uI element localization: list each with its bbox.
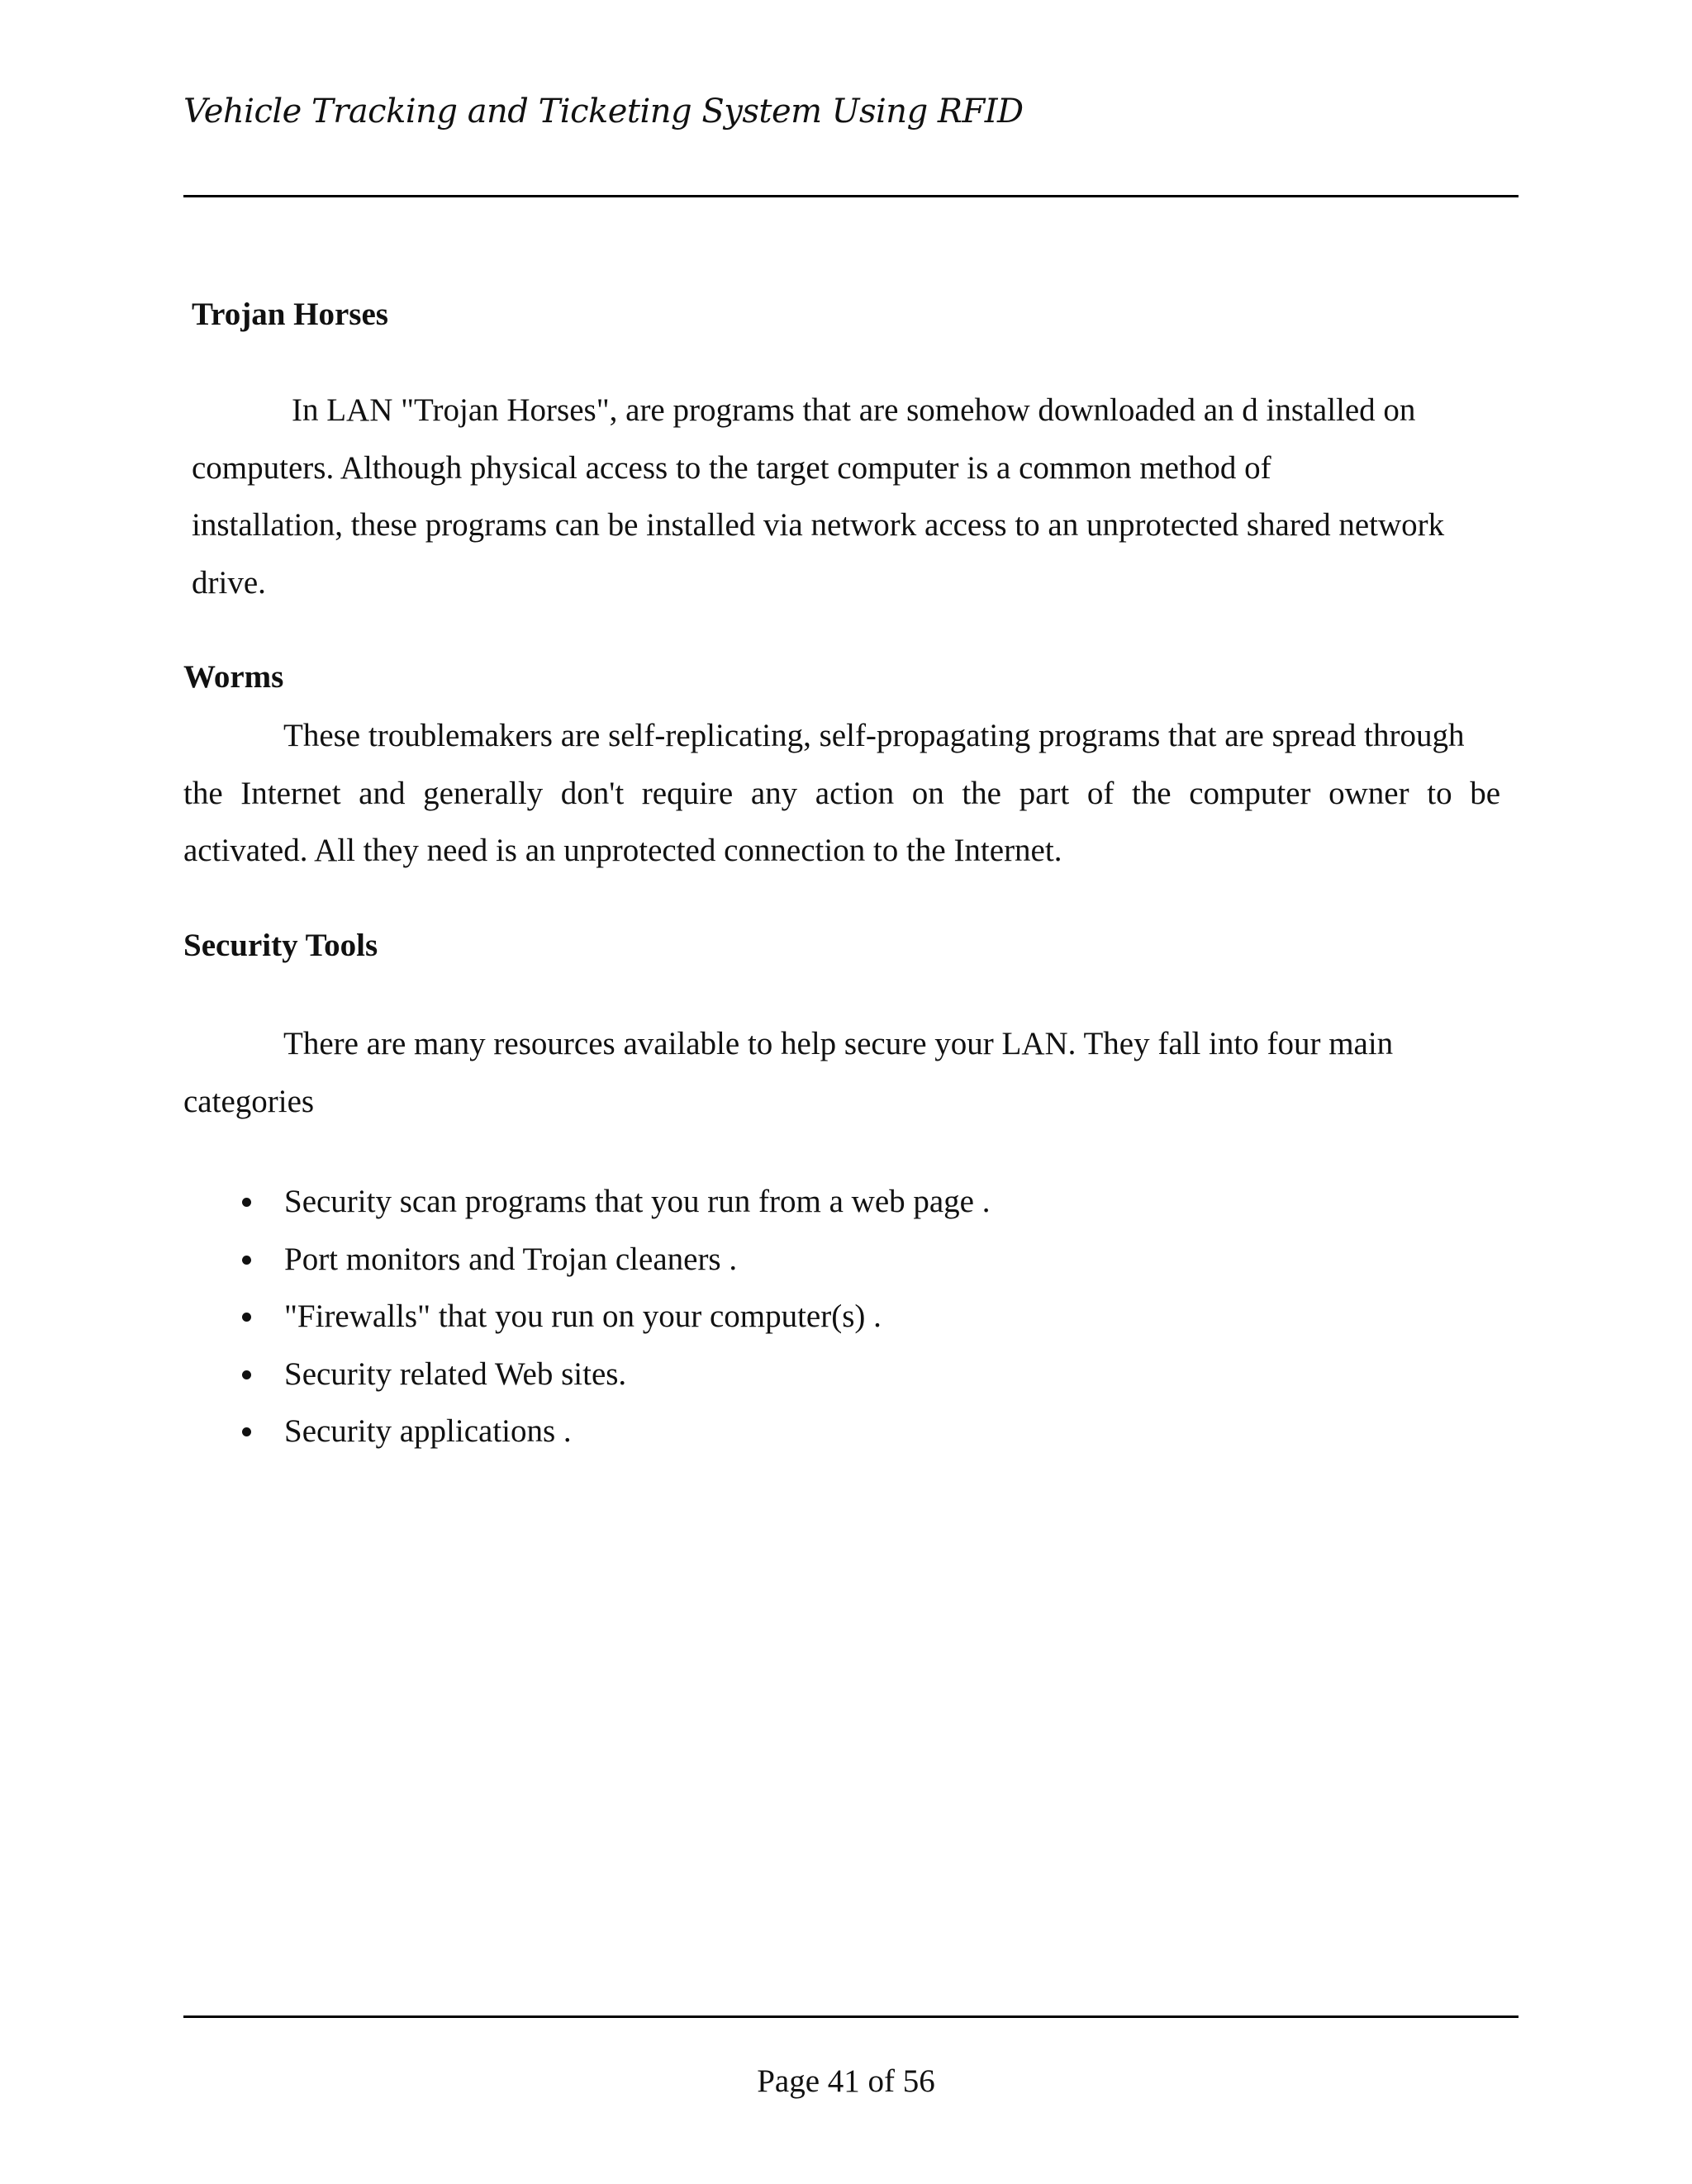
bullet-icon [242,1198,251,1207]
list-item-text: Port monitors and Trojan cleaners . [284,1241,738,1277]
heading-security-tools: Security Tools [183,928,378,963]
paragraph-line: installation, these programs can be installed via network access to an unprotected shared network [192,507,1445,543]
list-item-text: Security scan programs that you run from a web page . [284,1184,991,1219]
paragraph-line: drive. [192,564,266,601]
page-number: Page 41 of 56 [757,2063,935,2099]
running-header-title: Vehicle Tracking and Ticketing System Using RFID [183,93,1024,131]
bullet-icon [242,1427,251,1436]
heading-worms: Worms [183,659,284,695]
paragraph-line: These troublemakers are self-replicating, self-propagating programs that are spread through [283,718,1465,753]
bullet-icon [242,1313,251,1322]
list-item-text: Security applications . [284,1413,572,1449]
list-item [240,1346,991,1403]
paragraph-line: the Internet and generally don't require any action on the part of the computer owner to be [183,775,1500,811]
list-item-text: Security related Web sites. [284,1356,627,1392]
list-item [240,1288,991,1346]
security-tools-bullet-list [240,1173,991,1460]
paragraph-line: In LAN "Trojan Horses", are programs that are somehow downloaded an d installed on [292,392,1416,428]
bullet-icon [242,1370,251,1379]
paragraph-line: categories [183,1083,315,1119]
list-item [240,1403,991,1460]
paragraph-line: computers. Although physical access to the target computer is a common method of [192,449,1271,486]
list-item-text: "Firewalls" that you run on your computer(s) . [284,1299,882,1334]
header-rule [183,195,1519,197]
footer-rule [183,2015,1519,2018]
list-item [240,1173,991,1231]
bullet-icon [242,1256,251,1265]
heading-trojan-horses: Trojan Horses [192,297,388,332]
paragraph-line: activated. All they need is an unprotected connection to the Internet. [183,833,1062,868]
list-item [240,1231,991,1289]
paragraph-line: There are many resources available to help secure your LAN. They fall into four main [283,1026,1394,1061]
paragraph-worms [183,707,1500,880]
paragraph-trojan-horses [192,382,1514,611]
paragraph-security-tools [183,1015,1505,1130]
